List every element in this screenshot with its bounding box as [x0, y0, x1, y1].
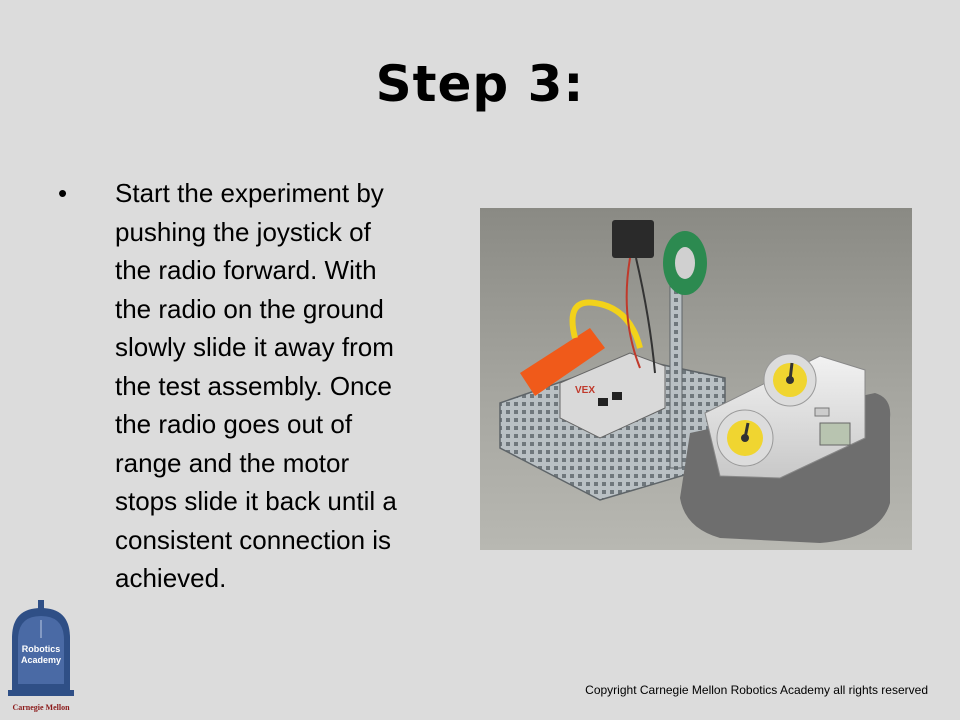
robot-radio-photo — [480, 208, 912, 550]
logo-carnegie-mellon: Carnegie Mellon — [12, 703, 70, 712]
bullet-marker: • — [58, 178, 68, 208]
robotics-academy-logo — [4, 598, 78, 714]
slide-title: Step 3: — [375, 55, 585, 113]
logo-text-robotics: Robotics — [21, 644, 61, 654]
copyright-text: Copyright Carnegie Mellon Robotics Academy all rights reserved — [585, 683, 928, 697]
bullet-text: Start the experiment by pushing the joystick of the radio forward. With the radio on the ground slowly slide it away from the test assembly. Once the radio goes out of range and the motor stops slide it back until a consistent connection is achieved. — [115, 178, 397, 593]
vex-label: VEX — [575, 385, 596, 396]
logo-text-academy: Academy — [20, 655, 62, 665]
